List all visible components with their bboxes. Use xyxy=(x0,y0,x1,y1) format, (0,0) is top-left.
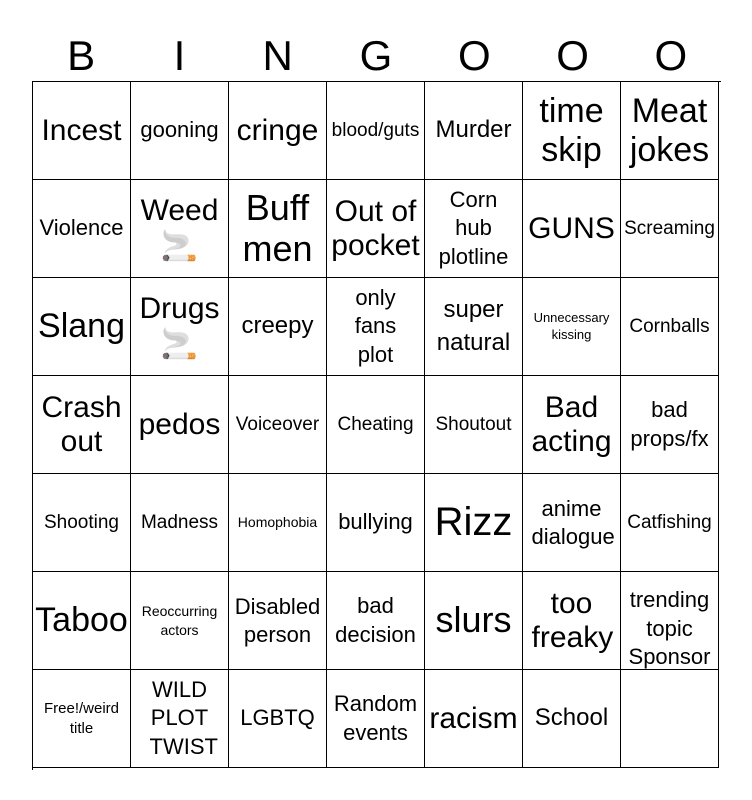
cell-text: Slang xyxy=(38,307,125,346)
bingo-cell[interactable] xyxy=(523,572,621,670)
cell-text: too freaky xyxy=(531,586,614,654)
bingo-header xyxy=(32,30,720,82)
bingo-cell[interactable] xyxy=(229,180,327,278)
cell-text: Incest xyxy=(41,113,122,147)
header-letter-o2: O xyxy=(556,32,589,79)
cell-text: Violence xyxy=(39,215,124,241)
cell-text: Meat jokes xyxy=(629,92,710,169)
bingo-cell[interactable] xyxy=(229,376,327,474)
cell-text: Shooting xyxy=(43,511,119,533)
cell-text: Free!/weird title xyxy=(43,700,120,737)
cell-text: Drugs xyxy=(139,291,220,325)
bingo-cell[interactable] xyxy=(229,278,327,376)
cell-text: Rizz xyxy=(434,500,513,545)
bingo-cell-empty[interactable] xyxy=(621,670,719,768)
bingo-cell[interactable] xyxy=(131,376,229,474)
bingo-cell[interactable] xyxy=(33,670,131,768)
cell-text: super natural xyxy=(436,296,511,356)
cell-text: anime dialogue xyxy=(531,496,615,549)
cell-text: Bad acting xyxy=(531,390,612,458)
bingo-cell[interactable] xyxy=(621,180,719,278)
header-letter-o1: O xyxy=(457,32,491,79)
cell-text: LGBTQ xyxy=(240,705,315,731)
cell-text: bad decision xyxy=(335,592,416,647)
bingo-cell[interactable] xyxy=(523,82,621,180)
cell-text: Screaming xyxy=(624,217,715,239)
header-letter-n: N xyxy=(262,32,293,79)
cell-text: racism xyxy=(429,701,518,735)
cell-text: Weed xyxy=(140,193,219,227)
header-letter-b: B xyxy=(67,32,96,79)
bingo-cell[interactable] xyxy=(621,572,719,670)
bingo-cell[interactable] xyxy=(229,572,327,670)
cell-text: Taboo xyxy=(35,601,128,640)
bingo-cell[interactable] xyxy=(229,82,327,180)
bingo-cell[interactable] xyxy=(229,474,327,572)
cell-text: Disabled person xyxy=(234,594,321,647)
cell-text: blood/guts xyxy=(331,119,420,141)
cell-text: only fans plot xyxy=(354,284,397,367)
bingo-cell[interactable] xyxy=(33,82,131,180)
bingo-cell[interactable] xyxy=(425,572,523,670)
bingo-cell[interactable] xyxy=(523,376,621,474)
bingo-cell[interactable] xyxy=(621,278,719,376)
bingo-cell[interactable] xyxy=(425,474,523,572)
cell-text: Crash out xyxy=(41,390,122,458)
bingo-cell[interactable] xyxy=(425,376,523,474)
bingo-cell[interactable] xyxy=(621,474,719,572)
header-letter-g: G xyxy=(359,32,393,79)
cell-text: WILD PLOT TWIST xyxy=(149,676,218,759)
bingo-cell[interactable] xyxy=(33,376,131,474)
bingo-cell[interactable] xyxy=(33,278,131,376)
cell-text: cringe xyxy=(236,113,319,147)
header-letter-i: I xyxy=(173,32,186,79)
bingo-cell[interactable] xyxy=(131,474,229,572)
cell-text: Reoccurring actors xyxy=(141,602,218,638)
cigarette-icon: 🚬 xyxy=(160,229,199,263)
cell-text: Cornballs xyxy=(629,315,710,337)
bingo-cell[interactable] xyxy=(621,376,719,474)
cell-text: Cheating xyxy=(337,413,414,435)
cell-text: School xyxy=(534,704,609,732)
bingo-cell[interactable] xyxy=(621,82,719,180)
bingo-cell[interactable] xyxy=(327,376,425,474)
bingo-cell[interactable] xyxy=(425,670,523,768)
bingo-cell[interactable] xyxy=(523,180,621,278)
bingo-cell[interactable] xyxy=(327,670,425,768)
bingo-cell[interactable] xyxy=(33,572,131,670)
cell-text: Corn hub plotline xyxy=(438,186,509,269)
bingo-cell[interactable] xyxy=(523,670,621,768)
bingo-board xyxy=(32,81,721,770)
cell-text: gooning xyxy=(140,117,219,143)
bingo-cell[interactable] xyxy=(523,474,621,572)
cell-text: pedos xyxy=(138,407,221,441)
cell-text: Shoutout xyxy=(435,413,512,435)
cell-text: Murder xyxy=(435,116,512,144)
bingo-cell[interactable] xyxy=(131,180,229,278)
header-letter-o3: O xyxy=(654,32,688,79)
bingo-cell[interactable] xyxy=(229,670,327,768)
cell-text: bad props/fx xyxy=(630,396,709,451)
cell-text: Out of pocket xyxy=(331,194,420,262)
bingo-cell[interactable] xyxy=(131,572,229,670)
bingo-cell[interactable] xyxy=(131,278,229,376)
cell-text: creepy xyxy=(241,312,314,340)
cell-text: Homophobia xyxy=(237,513,318,530)
bingo-cell[interactable] xyxy=(131,82,229,180)
cell-text: Random events xyxy=(333,690,418,745)
bingo-cell[interactable] xyxy=(425,82,523,180)
cell-text: Madness xyxy=(140,511,219,533)
cell-text: Catfishing xyxy=(627,511,712,533)
cell-text: Voiceover xyxy=(235,413,320,435)
bingo-cell[interactable] xyxy=(327,82,425,180)
cell-text: GUNS xyxy=(528,211,615,245)
cell-text: trending topic Sponsor xyxy=(628,587,711,670)
bingo-cell[interactable] xyxy=(327,180,425,278)
bingo-cell[interactable] xyxy=(425,278,523,376)
cell-text: Buff men xyxy=(242,187,313,269)
cell-text: Unnecessary kissing xyxy=(533,309,610,342)
bingo-cell[interactable] xyxy=(33,180,131,278)
bingo-cell[interactable] xyxy=(523,278,621,376)
bingo-cell[interactable] xyxy=(425,180,523,278)
cell-text: bullying xyxy=(338,509,413,535)
cigarette-icon: 🚬 xyxy=(160,327,199,361)
cell-text: slurs xyxy=(435,599,512,641)
bingo-cell[interactable] xyxy=(33,474,131,572)
bingo-cell[interactable] xyxy=(327,278,425,376)
cell-text: time skip xyxy=(539,92,604,169)
bingo-cell[interactable] xyxy=(327,572,425,670)
bingo-cell[interactable] xyxy=(327,474,425,572)
bingo-cell[interactable] xyxy=(131,670,229,768)
